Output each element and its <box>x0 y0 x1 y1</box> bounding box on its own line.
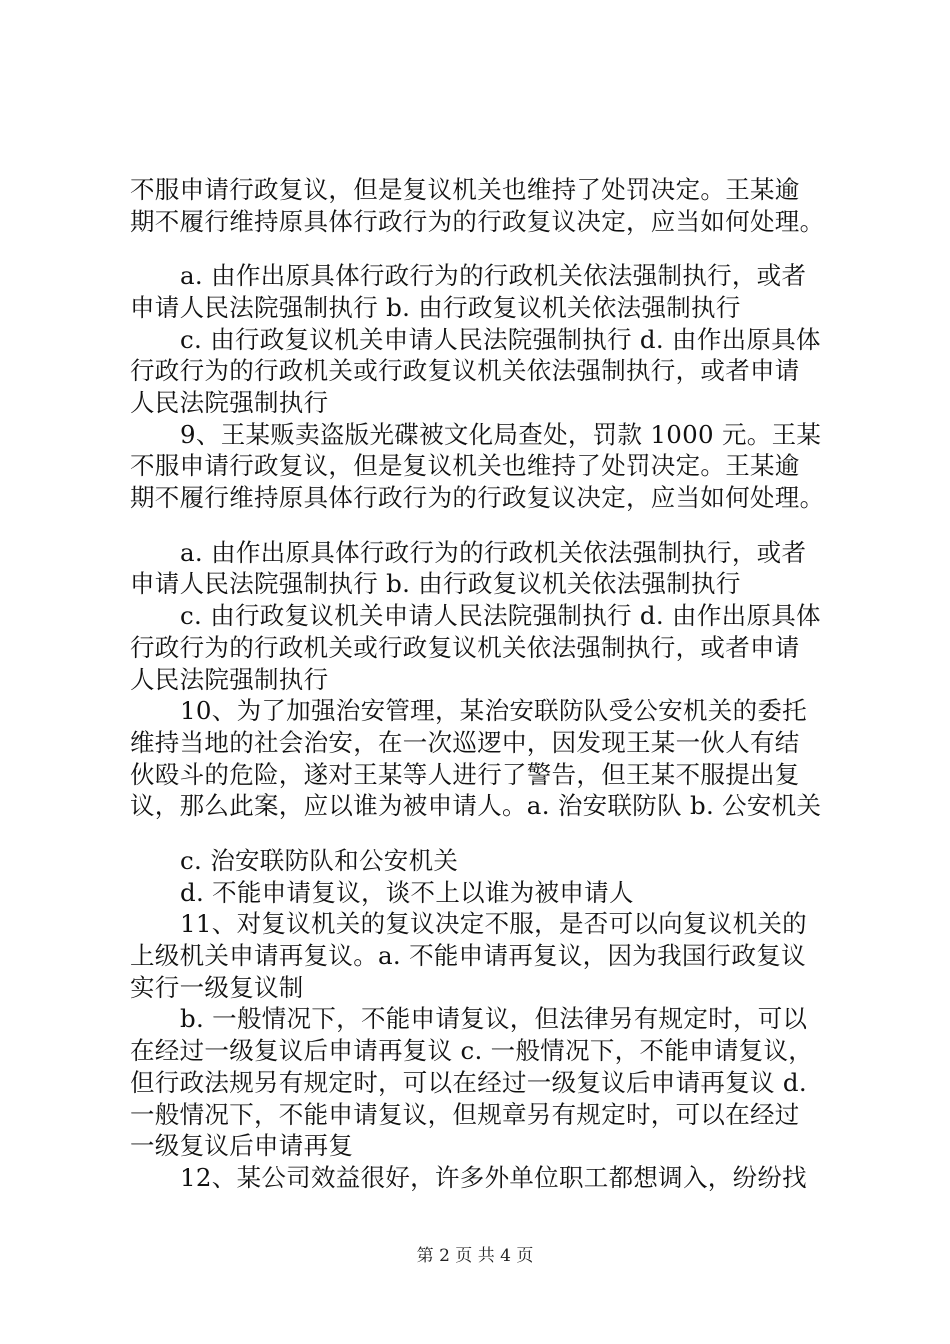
page-footer: 第 2 页 共 4 页 <box>416 1246 534 1266</box>
text-line: 维持当地的社会治安，在一次巡逻中，因发现王某一伙人有结 <box>130 727 800 757</box>
text-line: 不服申请行政复议，但是复议机关也维持了处罚决定。王某逾 <box>130 175 800 204</box>
text-line: 但行政法规另有规定时，可以在经过一级复议后申请再复议 d. <box>130 1067 807 1097</box>
text-line: 10、为了加强治安管理，某治安联防队受公安机关的委托 <box>180 696 807 726</box>
text-line: 不服申请行政复议，但是复议机关也维持了处罚决定。王某逾 <box>130 451 800 481</box>
text-line: 行政行为的行政机关或行政复议机关依法强制执行，或者申请 <box>130 632 800 662</box>
text-line: 议，那么此案，应以谁为被申请人。a. 治安联防队 b. 公安机关 <box>130 791 822 821</box>
text-line: 人民法院强制执行 <box>130 664 329 694</box>
text-line: d. 不能申请复议，谈不上以谁为被申请人 <box>180 877 634 907</box>
text-line: 期不履行维持原具体行政行为的行政复议决定，应当如何处理。 <box>130 206 825 236</box>
text-line: 行政行为的行政机关或行政复议机关依法强制执行，或者申请 <box>130 356 800 386</box>
text-line: 11、对复议机关的复议决定不服，是否可以向复议机关的 <box>180 909 807 939</box>
text-line: 申请人民法院强制执行 b. 由行政复议机关依法强制执行 <box>130 292 741 322</box>
text-line: 期不履行维持原具体行政行为的行政复议决定，应当如何处理。 <box>130 483 825 513</box>
text-line: 伙殴斗的危险，遂对王某等人进行了警告，但王某不服提出复 <box>130 759 800 789</box>
text-line: c. 由行政复议机关申请人民法院强制执行 d. 由作出原具体 <box>180 601 821 631</box>
text-line: b. 一般情况下，不能申请复议，但法律另有规定时，可以 <box>180 1004 808 1034</box>
text-line: a. 由作出原具体行政行为的行政机关依法强制执行，或者 <box>180 261 807 291</box>
text-line: 一级复议后申请再复 <box>130 1131 354 1161</box>
text-line: c. 治安联防队和公安机关 <box>180 845 459 875</box>
text-line: 上级机关申请再复议。a. 不能申请再复议，因为我国行政复议 <box>130 941 806 971</box>
text-line: 申请人民法院强制执行 b. 由行政复议机关依法强制执行 <box>130 569 741 599</box>
text-line: c. 由行政复议机关申请人民法院强制执行 d. 由作出原具体 <box>180 324 821 354</box>
text-line: 一般情况下，不能申请复议，但规章另有规定时，可以在经过 <box>130 1099 800 1129</box>
text-line: 人民法院强制执行 <box>130 388 329 418</box>
text-line: 在经过一级复议后申请再复议 c. 一般情况下，不能申请复议， <box>130 1036 814 1066</box>
text-line: 实行一级复议制 <box>130 972 304 1002</box>
text-line: a. 由作出原具体行政行为的行政机关依法强制执行，或者 <box>180 537 807 567</box>
text-line: 12、某公司效益很好，许多外单位职工都想调入，纷纷找 <box>180 1163 807 1192</box>
text-line: 9、王某贩卖盗版光碟被文化局查处，罚款 1000 元。王某 <box>180 419 822 449</box>
